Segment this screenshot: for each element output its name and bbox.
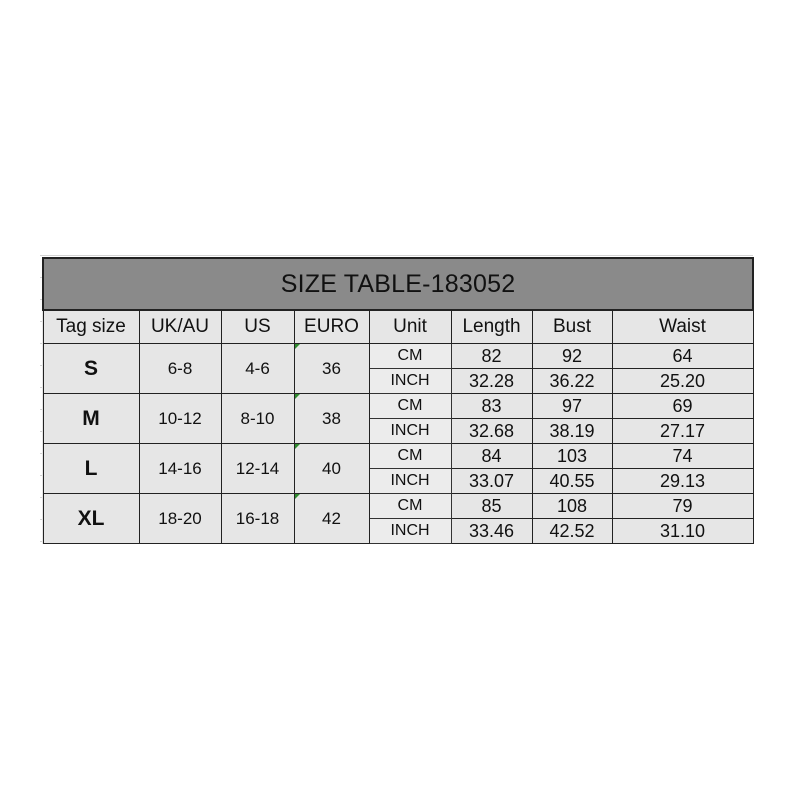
length-cm-cell: 85 [451, 494, 532, 519]
euro-value: 42 [322, 508, 341, 528]
table-row-cm [43, 344, 753, 369]
size-table [42, 257, 754, 544]
length-inch-cell: 33.46 [451, 519, 532, 544]
bust-cm-cell: 103 [532, 444, 612, 469]
tag-size-cell: XL [43, 494, 139, 544]
euro-cell [294, 344, 369, 394]
waist-inch-cell: 29.13 [612, 469, 753, 494]
table-row-cm [43, 444, 753, 469]
us-cell: 16-18 [221, 494, 294, 544]
table-row-cm [43, 494, 753, 519]
uk-au-cell: 14-16 [139, 444, 221, 494]
bust-inch-cell: 38.19 [532, 419, 612, 444]
bust-inch-cell: 42.52 [532, 519, 612, 544]
bust-cm-cell: 97 [532, 394, 612, 419]
euro-cell [294, 444, 369, 494]
header-tag-size: Tag size [43, 310, 139, 344]
header-length: Length [451, 310, 532, 344]
cell-note-marker [295, 444, 300, 449]
euro-cell [294, 394, 369, 444]
length-cm-cell: 82 [451, 344, 532, 369]
unit-inch-cell: INCH [369, 519, 451, 544]
waist-inch-cell: 31.10 [612, 519, 753, 544]
unit-inch-cell: INCH [369, 369, 451, 394]
header-euro: EURO [294, 310, 369, 344]
header-unit: Unit [369, 310, 451, 344]
unit-inch-cell: INCH [369, 469, 451, 494]
us-cell: 4-6 [221, 344, 294, 394]
tag-size-cell: M [43, 394, 139, 444]
waist-cm-cell: 79 [612, 494, 753, 519]
waist-inch-cell: 25.20 [612, 369, 753, 394]
unit-cm-cell: CM [369, 344, 451, 369]
waist-cm-cell: 69 [612, 394, 753, 419]
bust-cm-cell: 92 [532, 344, 612, 369]
unit-cm-cell: CM [369, 444, 451, 469]
cell-note-marker [295, 494, 300, 499]
table-title: SIZE TABLE-183052 [43, 258, 753, 310]
us-cell: 8-10 [221, 394, 294, 444]
bust-inch-cell: 40.55 [532, 469, 612, 494]
unit-cm-cell: CM [369, 494, 451, 519]
euro-value: 38 [322, 408, 341, 428]
length-inch-cell: 32.28 [451, 369, 532, 394]
euro-value: 36 [322, 358, 341, 378]
length-cm-cell: 83 [451, 394, 532, 419]
uk-au-cell: 6-8 [139, 344, 221, 394]
cell-note-marker [295, 344, 300, 349]
bust-inch-cell: 36.22 [532, 369, 612, 394]
uk-au-cell: 18-20 [139, 494, 221, 544]
header-bust: Bust [532, 310, 612, 344]
bust-cm-cell: 108 [532, 494, 612, 519]
gridline [40, 255, 753, 256]
length-inch-cell: 32.68 [451, 419, 532, 444]
length-inch-cell: 33.07 [451, 469, 532, 494]
unit-cm-cell: CM [369, 394, 451, 419]
waist-cm-cell: 74 [612, 444, 753, 469]
us-cell: 12-14 [221, 444, 294, 494]
euro-value: 40 [322, 458, 341, 478]
euro-cell [294, 494, 369, 544]
header-us: US [221, 310, 294, 344]
header-uk-au: UK/AU [139, 310, 221, 344]
header-row [43, 310, 753, 344]
uk-au-cell: 10-12 [139, 394, 221, 444]
unit-inch-cell: INCH [369, 419, 451, 444]
cell-note-marker [295, 394, 300, 399]
waist-cm-cell: 64 [612, 344, 753, 369]
header-waist: Waist [612, 310, 753, 344]
tag-size-cell: S [43, 344, 139, 394]
table-row-cm [43, 394, 753, 419]
tag-size-cell: L [43, 444, 139, 494]
length-cm-cell: 84 [451, 444, 532, 469]
waist-inch-cell: 27.17 [612, 419, 753, 444]
